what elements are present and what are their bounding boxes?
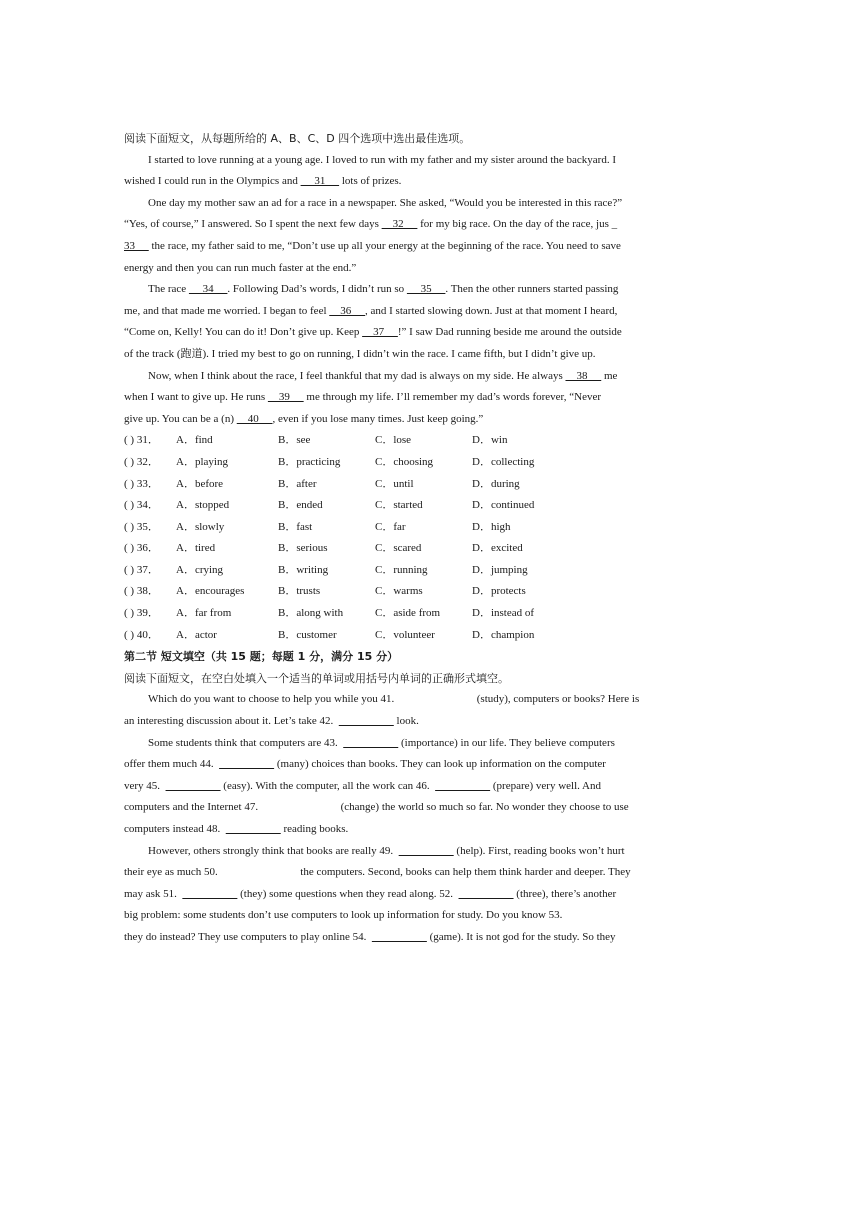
passage-text: “Come on, Kelly! You can do it! Don’t give up. Keep: [124, 326, 363, 339]
question-number: ( ) 33．: [124, 477, 159, 490]
passage-text: give up. You can be a (n): [124, 412, 237, 425]
passage-text: The race: [148, 283, 189, 296]
blank-number: 40: [236, 412, 273, 425]
option-c: C．volunteer: [375, 628, 435, 641]
passage-text: (study), computers or books? Here is: [476, 693, 640, 706]
passage-text: [258, 801, 341, 813]
passage-text: (many) choices than books. They can look up information on the computer: [274, 758, 606, 771]
passage-text: !” I saw Dad running beside me around the outside: [397, 326, 622, 339]
question-number: ( ) 36．: [124, 542, 159, 555]
options-list: [124, 430, 690, 646]
question-number: ( ) 31．: [124, 434, 159, 447]
question-number: ( ) 37．: [124, 563, 159, 576]
passage-text: However, others strongly think that books are really 49.: [148, 844, 399, 857]
option-d: D．protects: [472, 585, 526, 598]
option-a: A．actor: [176, 628, 217, 641]
blank-number: 38: [565, 369, 602, 382]
passage-text: the computers. Second, books can help them think harder and deeper. They: [300, 866, 631, 879]
option-c: C．started: [375, 499, 423, 512]
passage-text: me through my life. I’ll remember my dad’s words forever, “Never: [303, 391, 602, 404]
option-row: [124, 625, 690, 647]
option-d: D．continued: [472, 499, 535, 512]
passage-text: look.: [393, 715, 419, 728]
option-c: C．lose: [375, 434, 412, 447]
passage-line: [124, 927, 690, 949]
passage-text: reading books.: [280, 823, 349, 835]
section2-heading: 第二节 短文填空（共 15 题；每题 1 分，满分 15 分）: [124, 650, 399, 664]
blank-number: 39: [267, 391, 304, 404]
passage-line: [124, 193, 690, 215]
passage-text: [218, 866, 301, 878]
option-c: C．until: [375, 477, 414, 490]
question-number: ( ) 38．: [124, 585, 159, 598]
passage-text: , and I started slowing down. Just at that moment I heard,: [365, 304, 618, 317]
option-b: B．see: [278, 434, 311, 447]
passage-text: Some students think that computers are 43.: [148, 736, 344, 749]
option-c: C．running: [375, 563, 428, 576]
passage-line: [124, 754, 690, 776]
option-b: B．serious: [278, 542, 328, 555]
option-c: C．scared: [375, 542, 422, 555]
blank-number: 35: [406, 283, 446, 296]
answer-blank: [372, 931, 427, 943]
passage-text: big problem: some students don’t use computers to look up information for study. Do you know 53.: [124, 909, 563, 922]
question-number: ( ) 39．: [124, 607, 159, 620]
passage-line: [124, 171, 690, 193]
answer-blank: [343, 737, 398, 749]
option-a: A．playing: [176, 455, 228, 468]
question-number: ( ) 35．: [124, 520, 159, 533]
passage-line: [124, 884, 690, 906]
passage-line: [124, 344, 690, 366]
passage-text: (change) the world so much so far. No wonder they choose to use: [340, 801, 629, 814]
passage-text: Which do you want to choose to help you while you 41.: [148, 693, 395, 706]
passage-text: computers and the Internet 47.: [124, 801, 259, 814]
option-b: B．practicing: [278, 455, 341, 468]
option-d: D．during: [472, 477, 520, 490]
option-row: [124, 495, 690, 517]
passage-line: [124, 322, 690, 344]
answer-blank: [182, 888, 237, 900]
option-a: A．stopped: [176, 499, 230, 512]
option-row: [124, 538, 690, 560]
option-b: B．trusts: [278, 585, 321, 598]
passage-text: . Then the other runners started passing: [445, 283, 619, 296]
option-b: B．customer: [278, 628, 337, 641]
option-a: A．before: [176, 477, 224, 490]
option-c: C．far: [375, 520, 406, 533]
blank-number: 34: [188, 283, 228, 296]
passage-text: their eye as much 50.: [124, 866, 218, 879]
option-row: [124, 581, 690, 603]
option-b: B．ended: [278, 499, 323, 512]
question-number: ( ) 32．: [124, 455, 159, 468]
passage-text: for my big race. On the day of the race, jus _: [417, 218, 618, 231]
passage-text: (three), there’s another: [513, 887, 617, 900]
passage-text: (prepare) very well. And: [490, 779, 601, 792]
passage-line: [124, 776, 690, 798]
answer-blank: [459, 888, 514, 900]
option-b: B．along with: [278, 607, 344, 620]
passage-line: [124, 279, 690, 301]
answer-blank: [339, 715, 394, 727]
passage-text: they do instead? They use computers to play online 54.: [124, 930, 372, 943]
passage-text: of the track (跑道). I tried my best to go on running, I didn’t win the race. I came fifth, but I didn’t give up.: [124, 347, 596, 360]
exam-content: [124, 128, 690, 949]
passage-line: [124, 689, 690, 711]
cloze-passage: [124, 150, 690, 431]
passage-line: [124, 905, 690, 927]
passage-text: . Following Dad’s words, I didn’t run so: [227, 283, 407, 296]
question-number: ( ) 40．: [124, 628, 159, 641]
option-a: A．encourages: [176, 585, 245, 598]
fill-in-passage: [124, 689, 690, 948]
passage-text: when I want to give up. He runs: [124, 391, 268, 404]
blank-number: 31: [300, 175, 340, 188]
section2-instruction: 阅读下面短文，在空白处填入一个适当的单词或用括号内单词的正确形式填空。: [124, 671, 509, 685]
passage-line: [124, 236, 690, 258]
passage-text: very 45.: [124, 779, 166, 792]
blank-number: 33: [124, 239, 149, 252]
passage-text: lots of prizes.: [339, 175, 402, 188]
passage-text: wished I could run in the Olympics and: [124, 175, 301, 188]
passage-line: [124, 301, 690, 323]
option-row: [124, 474, 690, 496]
passage-line: [124, 387, 690, 409]
passage-text: the race, my father said to me, “Don’t use up all your energy at the beginning of the race. You need to save: [148, 239, 621, 252]
passage-text: offer them much 44.: [124, 758, 220, 771]
option-d: D．high: [472, 520, 511, 533]
option-d: D．champion: [472, 628, 535, 641]
passage-text: [394, 693, 477, 705]
passage-text: Now, when I think about the race, I feel thankful that my dad is always on my side. He always: [148, 369, 566, 382]
section1-instruction: 阅读下面短文，从每题所给的 A、B、C、D 四个选项中选出最佳选项。: [124, 132, 471, 145]
passage-text: (help). First, reading books won’t hurt: [453, 844, 625, 857]
passage-line: [124, 797, 690, 819]
passage-text: an interesting discussion about it. Let’s take 42.: [124, 715, 339, 728]
option-row: [124, 603, 690, 625]
option-d: D．excited: [472, 542, 523, 555]
passage-text: (they) some questions when they read along. 52.: [237, 887, 459, 900]
option-row: [124, 560, 690, 582]
blank-number: 32: [381, 218, 418, 231]
answer-blank: [435, 780, 490, 792]
option-c: C．aside from: [375, 607, 441, 620]
option-a: A．tired: [176, 542, 216, 555]
passage-line: [124, 862, 690, 884]
passage-line: [124, 258, 690, 280]
option-c: C．choosing: [375, 455, 434, 468]
option-row: [124, 517, 690, 539]
passage-line: [124, 841, 690, 863]
option-b: B．writing: [278, 563, 329, 576]
option-a: A．crying: [176, 563, 224, 576]
passage-line: [124, 214, 690, 236]
passage-text: me: [601, 369, 618, 382]
passage-line: [124, 819, 690, 841]
passage-line: [124, 150, 690, 172]
question-number: ( ) 34．: [124, 499, 159, 512]
passage-text: (game). It is not god for the study. So they: [426, 930, 616, 943]
blank-number: 36: [329, 304, 366, 317]
option-d: D．win: [472, 434, 508, 447]
passage-text: I started to love running at a young age. I loved to run with my father and my sister around the backyard. I: [148, 153, 616, 166]
passage-text: may ask 51.: [124, 887, 183, 900]
option-a: A．slowly: [176, 520, 225, 533]
passage-text: (importance) in our life. They believe computers: [398, 736, 615, 749]
option-b: B．after: [278, 477, 317, 490]
option-row: [124, 452, 690, 474]
passage-text: (easy). With the computer, all the work can 46.: [220, 779, 436, 792]
option-d: D．jumping: [472, 563, 528, 576]
option-row: [124, 430, 690, 452]
passage-text: “Yes, of course,” I answered. So I spent the next few days: [124, 218, 382, 231]
passage-text: energy and then you can run much faster at the end.”: [124, 261, 357, 274]
option-a: A．find: [176, 434, 213, 447]
passage-line: [124, 366, 690, 388]
passage-line: [124, 711, 690, 733]
passage-line: [124, 409, 690, 431]
passage-line: [124, 733, 690, 755]
option-d: D．instead of: [472, 607, 535, 620]
passage-text: computers instead 48.: [124, 823, 226, 835]
answer-blank: [166, 780, 221, 792]
passage-text: , even if you lose many times. Just keep going.”: [272, 412, 484, 425]
blank-number: 37: [362, 326, 398, 339]
answer-blank: [226, 823, 281, 835]
option-d: D．collecting: [472, 455, 535, 468]
passage-text: One day my mother saw an ad for a race in a newspaper. She asked, “Would you be interested in this race?”: [148, 196, 623, 209]
passage-text: me, and that made me worried. I began to feel: [124, 304, 330, 317]
option-b: B．fast: [278, 520, 313, 533]
answer-blank: [399, 845, 454, 857]
option-c: C．warms: [375, 585, 423, 598]
answer-blank: [219, 758, 274, 770]
option-a: A．far from: [176, 607, 232, 620]
